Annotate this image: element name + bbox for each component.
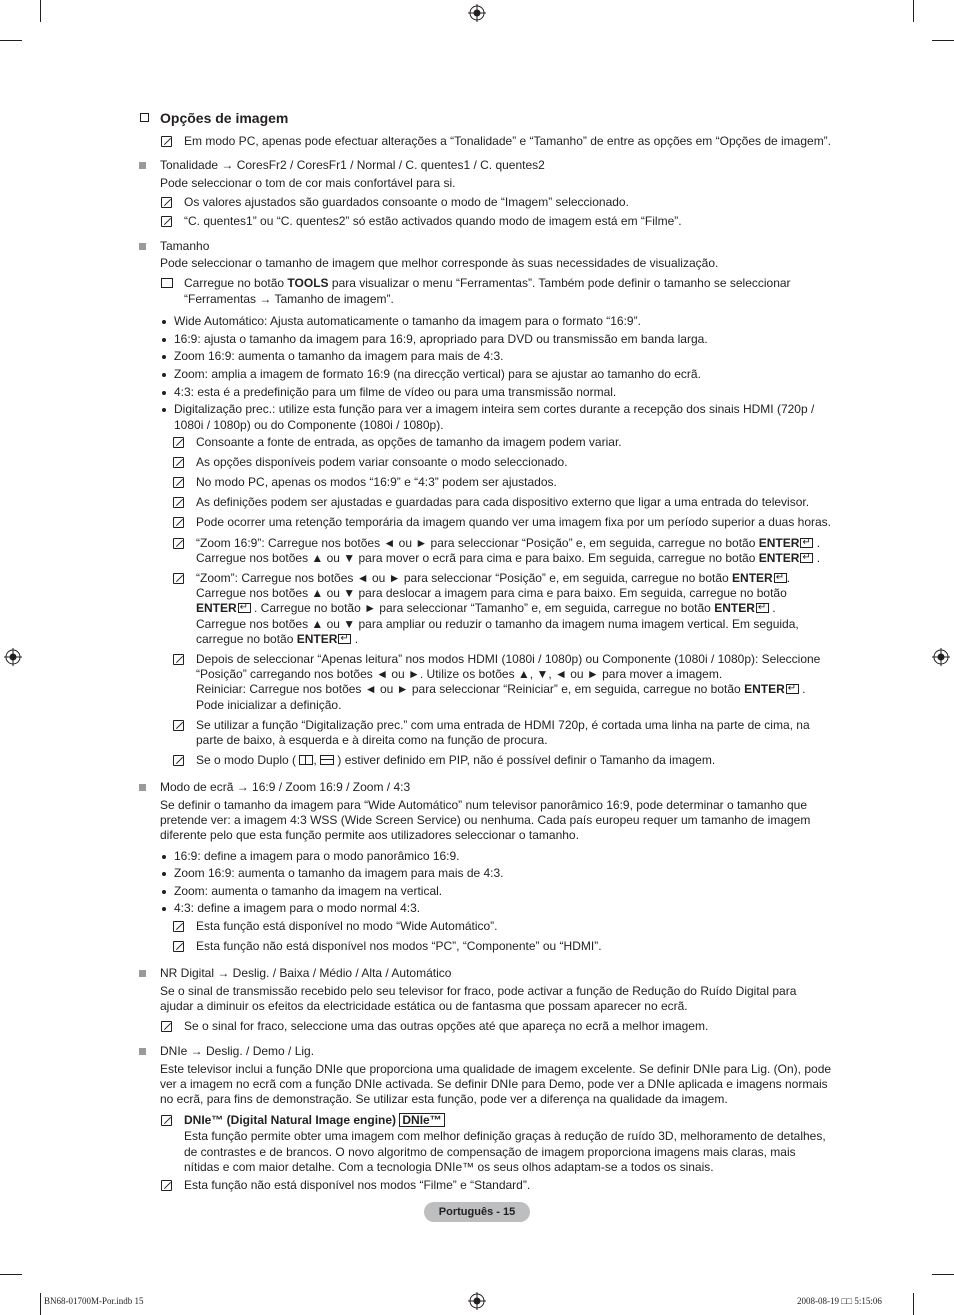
dual-text: Se o modo Duplo ( [196, 753, 297, 767]
tonalidade-note: “C. quentes1” ou “C. quentes2” só estão activados quando modo de imagem está em “Filme”. [184, 214, 682, 228]
note-icon [173, 477, 184, 488]
dnie-desc: no ecrã, para fins de demonstração. Se utilizar esta função, pode ver a diferença na qualidade da imagem. [160, 1092, 728, 1106]
crop-mark [0, 1274, 22, 1275]
tools-icon [161, 278, 173, 288]
digit-note-line: parte de baixo, à esquerda e à direita como na função de procura. [196, 733, 548, 747]
enter-icon [756, 603, 769, 613]
note-icon [173, 755, 184, 766]
footer-timestamp: 2008-08-19 □□ 5:15:06 [797, 1296, 882, 1306]
note-icon [173, 941, 184, 952]
dual-mode-icon [299, 755, 313, 765]
square-bullet-icon [139, 162, 146, 169]
square-bullet-icon [139, 1048, 146, 1055]
enter-icon [786, 684, 799, 694]
bullet [162, 872, 166, 876]
modo-ecra-desc: diferente pelo que esta função permite aos utilizadores seleccionar o tamanho. [160, 828, 579, 842]
modo-ecra-note: Esta função não está disponível nos modos “PC”, “Componente” ou “HDMI”. [196, 939, 602, 953]
registration-mark-icon [4, 648, 22, 666]
after-note-line: “Posição” carregando nos botões ◄ ou ►. Utilize os botões ▲, ▼, ◄ ou ► para mover a imagem. [196, 667, 723, 681]
zoom169-note-line: Carregue nos botões ▲ ou ▼ para mover o ecrã para cima e para baixo. Em seguida, carregue no botão ENTER↵ . [196, 551, 820, 566]
bullet [162, 408, 166, 412]
zoom-text: carregue no botão [196, 632, 294, 646]
bullet-item: 16:9: define a imagem para o modo panorâmico 16:9. [174, 849, 460, 863]
dnie-last-note: Esta função não está disponível nos modos “Filme” e “Standard”. [184, 1178, 531, 1192]
page-number-badge: Português - 15 [424, 1202, 530, 1222]
checkbox-icon [140, 113, 149, 122]
registration-mark-icon [468, 4, 486, 22]
crop-mark [40, 1293, 41, 1315]
zoom-text: “Zoom”: Carregue nos botões ◄ ou ► para seleccionar “Posição” e, em seguida, carregue no botão [196, 571, 729, 585]
dnie-engine-line [184, 1113, 445, 1128]
square-bullet-icon [139, 970, 146, 977]
bullet-item: 16:9: ajusta o tamanho da imagem para 16:9, apropriado para DVD ou transmissão em banda larga. [174, 332, 708, 346]
intro-note: Em modo PC, apenas pode efectuar alterações a “Tonalidade” e “Tamanho” de entre as opções em “Opções de imagem”. [184, 134, 832, 148]
crop-mark [932, 1274, 954, 1275]
bullet [162, 355, 166, 359]
modo-ecra-heading: Modo de ecrã → 16:9 / Zoom 16:9 / Zoom / 4:3 [160, 780, 411, 794]
enter-label: ENTER [758, 551, 800, 565]
nr-digital-desc: ajudar a diminuir os efeitos da electricidade estática ou de fantasma que possam aparecer no ecrã. [160, 999, 688, 1013]
enter-label: ENTER [744, 682, 785, 696]
dnie-engine-desc: nítidas e com maior detalhe. Com a tecnologia DNIe™ os seus olhos adaptam-se a todos os sinais. [184, 1160, 714, 1174]
note-icon [161, 216, 172, 227]
tonalidade-heading: Tonalidade → CoresFr2 / CoresFr1 / Normal / C. quentes1 / C. quentes2 [160, 158, 545, 172]
tamanho-desc: Pode seleccionar o tamanho de imagem que melhor corresponde às suas necessidades de visualização. [160, 256, 719, 270]
tamanho-note: Pode ocorrer uma retenção temporária da imagem quando ver uma imagem fixa por um período superior a duas horas. [196, 515, 831, 529]
note-icon [173, 517, 184, 528]
tools-note-line [184, 276, 791, 291]
enter-icon [338, 634, 351, 644]
after-text: Reiniciar: Carregue nos botões ◄ ou ► para seleccionar “Reiniciar” e, em seguida, carregue no botão [196, 682, 741, 696]
nr-digital-heading: NR Digital → Deslig. / Baixa / Médio / Alta / Automático [160, 966, 452, 980]
bullet-item: Zoom: aumenta o tamanho da imagem na vertical. [174, 884, 443, 898]
note-icon [161, 1115, 172, 1126]
tools-note-post: para visualizar o menu “Ferramentas”. Também pode definir o tamanho se seleccionar [331, 276, 791, 290]
note-icon [161, 1180, 172, 1191]
note-icon [173, 497, 184, 508]
bullet-item: Zoom 16:9: aumenta o tamanho da imagem para mais de 4:3. [174, 866, 504, 880]
tamanho-note: As definições podem ser ajustadas e guardadas para cada dispositivo externo que ligar a uma entrada do televisor. [196, 495, 810, 509]
nr-digital-desc: Se o sinal de transmissão recebido pelo seu televisor for fraco, pode activar a função de Redução do Ruído Digital para [160, 984, 797, 998]
enter-icon [800, 538, 813, 548]
dnie-engine-title: DNIe™ (Digital Natural Image engine) [184, 1113, 397, 1127]
crop-mark [913, 0, 914, 22]
dnie-heading: DNIe → Deslig. / Demo / Lig. [160, 1044, 315, 1058]
bullet [162, 320, 166, 324]
tamanho-note: No modo PC, apenas os modos “16:9” e “4:3” podem ser ajustados. [196, 475, 557, 489]
enter-label: ENTER [196, 601, 237, 615]
footer-file-info: BN68-01700M-Por.indb 15 [44, 1296, 144, 1306]
registration-mark-icon [468, 1292, 486, 1310]
tools-note-line: “Ferramentas → Tamanho de imagem”. [184, 292, 394, 306]
square-bullet-icon [139, 243, 146, 250]
note-icon [161, 136, 172, 147]
zoom-text: . Carregue no botão ► para seleccionar “Tamanho” e, em seguida, carregue no botão [254, 601, 711, 615]
bullet-item-cont: 1080i / 1080p) ou do Componente (1080i / 1080p). [174, 418, 444, 432]
note-icon [161, 197, 172, 208]
bullet-item: Digitalização prec.: utilize esta função para ver a imagem inteira sem cortes durante a recepção dos sinais HDMI (720p / [174, 402, 815, 416]
tools-label: TOOLS [287, 276, 329, 290]
bullet [162, 907, 166, 911]
section-title: Opções de imagem [160, 110, 289, 126]
note-icon [173, 654, 184, 665]
after-note-line: Depois de seleccionar “Apenas leitura” nos modos HDMI (1080i / 1080p) ou Componente (1080i / 1080p): Seleccione [196, 652, 821, 666]
note-icon [173, 457, 184, 468]
bullet [162, 855, 166, 859]
crop-mark [913, 1293, 914, 1315]
enter-label: ENTER [296, 632, 338, 646]
enter-label: ENTER [758, 536, 800, 550]
registration-mark-icon [932, 648, 950, 666]
modo-ecra-note: Esta função está disponível no modo “Wide Automático”. [196, 919, 498, 933]
dual-mode-icon [320, 755, 334, 765]
note-icon [173, 921, 184, 932]
enter-label: ENTER [714, 601, 755, 615]
dual-text: ) estiver definido em PIP, não é possível definir o Tamanho da imagem. [337, 753, 716, 767]
tamanho-heading: Tamanho [160, 239, 210, 253]
nr-digital-note: Se o sinal for fraco, seleccione uma das outras opções até que apareça no ecrã a melhor imagem. [184, 1019, 709, 1033]
tonalidade-note: Os valores ajustados são guardados consoante o modo de “Imagem” seleccionado. [184, 195, 629, 209]
tamanho-note: As opções disponíveis podem variar consoante o modo seleccionado. [196, 455, 568, 469]
zoom169-text: “Zoom 16:9”: Carregue nos botões ◄ ou ► para seleccionar “Posição” e, em seguida, carregue no botão [196, 536, 756, 550]
zoom-note-line: Carregue nos botões ▲ ou ▼ para deslocar a imagem para cima e para baixo. Em seguida, carregue no botão [196, 586, 787, 600]
dnie-desc: Este televisor inclui a função DNIe que proporciona uma qualidade de imagem excelente. Se definir DNIe para Lig. (On), pode [160, 1062, 832, 1076]
enter-icon [238, 603, 251, 613]
crop-mark [0, 40, 22, 41]
enter-icon [774, 573, 787, 583]
dnie-engine-desc: de contrastes e de brancos. O novo algoritmo de compensação de imagem proporciona imagens mais claras, mais [184, 1145, 796, 1159]
note-icon [173, 538, 184, 549]
zoom-note-line: carregue no botão ENTER↵ . [196, 632, 358, 647]
note-icon [173, 720, 184, 731]
digit-note-line: Se utilizar a função “Digitalização prec.” com uma entrada de HDMI 720p, é cortada uma linha na parte de cima, na [196, 718, 810, 732]
zoom-note-line: “Zoom”: Carregue nos botões ◄ ou ► para seleccionar “Posição” e, em seguida, carregue no botão ENTER↵ . [196, 571, 790, 586]
modo-ecra-desc: pretende ver: a imagem 4:3 WSS (Wide Screen Service) ou nenhuma. Cada país europeu requer um tamanho de imagem [160, 813, 811, 827]
zoom169-note-line: “Zoom 16:9”: Carregue nos botões ◄ ou ► para seleccionar “Posição” e, em seguida, carregue no botão ENTER↵ . [196, 536, 820, 551]
note-icon [173, 437, 184, 448]
dnie-engine-desc: Esta função permite obter uma imagem com melhor definição graças à redução de ruído 3D, melhoramento de detalhes, [184, 1129, 826, 1143]
bullet [162, 338, 166, 342]
bullet [162, 890, 166, 894]
crop-mark [40, 0, 41, 22]
crop-mark [932, 40, 954, 41]
note-icon [161, 1021, 172, 1032]
zoom-note-line: Carregue nos botões ▲ ou ▼ para ampliar ou reduzir o tamanho da imagem numa imagem vertical. Em seguida, [196, 617, 799, 631]
after-note-line: Reiniciar: Carregue nos botões ◄ ou ► para seleccionar “Reiniciar” e, em seguida, carregue no botão ENTER↵ . [196, 682, 805, 697]
bullet-item: Wide Automático: Ajusta automaticamente o tamanho da imagem para o formato “16:9”. [174, 314, 641, 328]
note-icon [173, 573, 184, 584]
zoom-note-line: ENTER↵ . Carregue no botão ► para seleccionar “Tamanho” e, em seguida, carregue no botão ENTER↵ . [196, 601, 776, 616]
bullet [162, 391, 166, 395]
bullet-item: 4:3: define a imagem para o modo normal 4:3. [174, 901, 421, 915]
bullet [162, 373, 166, 377]
bullet-item: 4:3: esta é a predefinição para um filme de vídeo ou para uma transmissão normal. [174, 385, 617, 399]
tamanho-note: Consoante a fonte de entrada, as opções de tamanho da imagem podem variar. [196, 435, 622, 449]
bullet-item: Zoom: amplia a imagem de formato 16:9 (na direcção vertical) para se ajustar ao tamanho do ecrã. [174, 367, 701, 381]
bullet-item: Zoom 16:9: aumenta o tamanho da imagem para mais de 4:3. [174, 349, 504, 363]
tools-note-pre: Carregue no botão [184, 276, 285, 290]
tonalidade-desc: Pode seleccionar o tom de cor mais confortável para si. [160, 176, 456, 190]
enter-label: ENTER [732, 571, 773, 585]
after-note-line: Pode inicializar a definição. [196, 698, 342, 712]
zoom169-text: Carregue nos botões ▲ ou ▼ para mover o ecrã para cima e para baixo. Em seguida, carregue no botão [196, 551, 756, 565]
modo-ecra-desc: Se definir o tamanho da imagem para “Wide Automático” num televisor panorâmico 16:9, pode determinar o tamanho que [160, 798, 808, 812]
dnie-desc: ver a imagem no ecrã com a função DNIe activada. Se definir DNIe para Demo, pode ver a DNIe aplicada e imagens normais [160, 1077, 828, 1091]
square-bullet-icon [139, 784, 146, 791]
dual-note-line: Se o modo Duplo ( , ) estiver definido em PIP, não é possível definir o Tamanho da imagem. [196, 753, 716, 767]
dnie-logo: DNIe™ [399, 1113, 444, 1127]
enter-icon [800, 553, 813, 563]
